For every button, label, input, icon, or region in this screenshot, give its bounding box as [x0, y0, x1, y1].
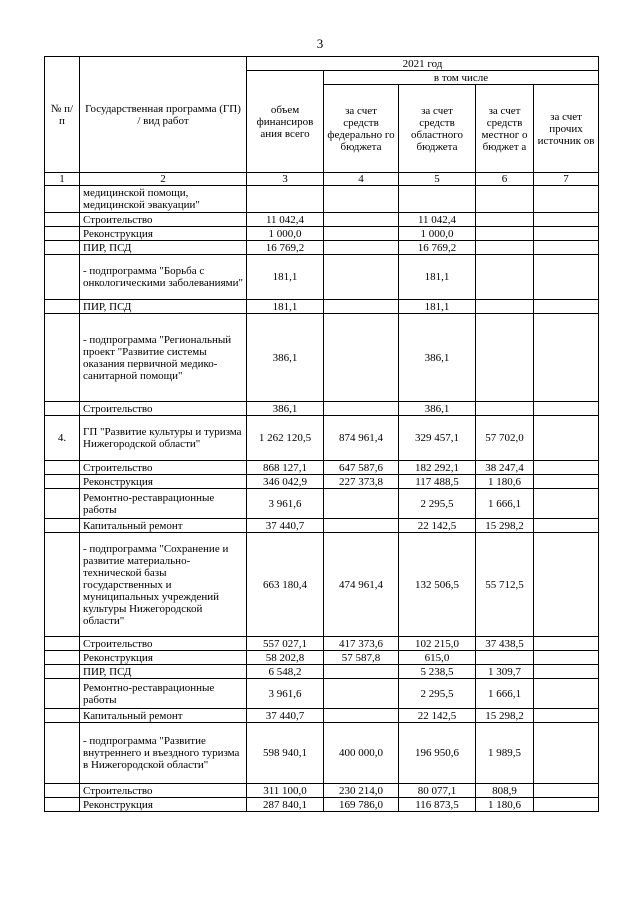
row-total: 16 769,2: [247, 241, 324, 255]
row-federal: [324, 709, 399, 723]
row-total: 868 127,1: [247, 461, 324, 475]
row-number: [45, 461, 80, 475]
row-regional: 386,1: [399, 314, 476, 402]
row-other: [534, 213, 599, 227]
row-name: Ремонтно-реставрационные работы: [80, 489, 247, 519]
row-federal: [324, 665, 399, 679]
table-row: [45, 709, 599, 723]
row-other: [534, 300, 599, 314]
row-total: 386,1: [247, 314, 324, 402]
row-number: [45, 798, 80, 812]
row-number: [45, 314, 80, 402]
row-number: [45, 533, 80, 637]
row-regional: 329 457,1: [399, 416, 476, 461]
table-row: [45, 533, 599, 637]
row-number: [45, 637, 80, 651]
row-name: Реконструкция: [80, 798, 247, 812]
row-total: [247, 186, 324, 213]
row-local: [476, 300, 534, 314]
col-index: 1: [45, 173, 80, 186]
row-local: 57 702,0: [476, 416, 534, 461]
row-regional: 11 042,4: [399, 213, 476, 227]
row-number: [45, 679, 80, 709]
row-regional: 5 238,5: [399, 665, 476, 679]
row-other: [534, 665, 599, 679]
row-total: 181,1: [247, 255, 324, 300]
row-local: 1 180,6: [476, 798, 534, 812]
table-row: [45, 402, 599, 416]
row-name: Реконструкция: [80, 227, 247, 241]
table-row: [45, 475, 599, 489]
row-number: [45, 227, 80, 241]
row-regional: 2 295,5: [399, 489, 476, 519]
row-regional: 22 142,5: [399, 709, 476, 723]
row-federal: [324, 402, 399, 416]
col-index: 7: [534, 173, 599, 186]
row-regional: 182 292,1: [399, 461, 476, 475]
table-row: [45, 489, 599, 519]
row-number: [45, 709, 80, 723]
row-name: Строительство: [80, 637, 247, 651]
row-total: 311 100,0: [247, 784, 324, 798]
header-program: Государственная программа (ГП) / вид работ: [80, 57, 247, 173]
row-federal: 169 786,0: [324, 798, 399, 812]
row-other: [534, 402, 599, 416]
row-federal: 647 587,6: [324, 461, 399, 475]
row-other: [534, 679, 599, 709]
table-row: [45, 651, 599, 665]
row-number: [45, 300, 80, 314]
row-local: 808,9: [476, 784, 534, 798]
row-name: Строительство: [80, 402, 247, 416]
row-total: 11 042,4: [247, 213, 324, 227]
row-number: [45, 784, 80, 798]
row-number: [45, 651, 80, 665]
row-federal: [324, 255, 399, 300]
row-regional: 80 077,1: [399, 784, 476, 798]
table-row: [45, 213, 599, 227]
row-regional: 2 295,5: [399, 679, 476, 709]
row-other: [534, 519, 599, 533]
row-other: [534, 241, 599, 255]
row-name: - подпрограмма "Борьба с онкологическими заболеваниями": [80, 255, 247, 300]
row-total: 3 961,6: [247, 679, 324, 709]
row-regional: 116 873,5: [399, 798, 476, 812]
row-name: медицинской помощи, медицинской эвакуации": [80, 186, 247, 213]
row-other: [534, 227, 599, 241]
row-name: Строительство: [80, 213, 247, 227]
table-row: [45, 519, 599, 533]
row-regional: 386,1: [399, 402, 476, 416]
row-other: [534, 489, 599, 519]
row-other: [534, 186, 599, 213]
header-total: объем финансиров ания всего: [247, 71, 324, 173]
row-local: 37 438,5: [476, 637, 534, 651]
row-local: [476, 213, 534, 227]
row-federal: [324, 519, 399, 533]
row-local: [476, 241, 534, 255]
row-other: [534, 798, 599, 812]
row-other: [534, 784, 599, 798]
row-other: [534, 637, 599, 651]
header-federal: за счет средств федерально го бюджета: [324, 85, 399, 173]
row-regional: 22 142,5: [399, 519, 476, 533]
row-regional: 615,0: [399, 651, 476, 665]
row-name: ПИР, ПСД: [80, 300, 247, 314]
row-federal: [324, 679, 399, 709]
row-number: [45, 255, 80, 300]
row-federal: [324, 186, 399, 213]
row-other: [534, 314, 599, 402]
row-local: [476, 227, 534, 241]
row-name: ГП "Развитие культуры и туризма Нижегородской области": [80, 416, 247, 461]
row-total: 6 548,2: [247, 665, 324, 679]
col-index: 6: [476, 173, 534, 186]
row-number: [45, 186, 80, 213]
row-local: 38 247,4: [476, 461, 534, 475]
row-name: - подпрограмма "Сохранение и развитие материально-технической базы государственных и муниципальных учреждений культуры Нижегородской области": [80, 533, 247, 637]
header-regional: за счет средств областного бюджета: [399, 85, 476, 173]
row-number: [45, 723, 80, 784]
row-name: Ремонтно-реставрационные работы: [80, 679, 247, 709]
row-name: Реконструкция: [80, 475, 247, 489]
row-regional: 132 506,5: [399, 533, 476, 637]
row-regional: [399, 186, 476, 213]
row-local: 1 666,1: [476, 679, 534, 709]
table-row: [45, 461, 599, 475]
row-number: [45, 475, 80, 489]
row-federal: [324, 300, 399, 314]
row-federal: 400 000,0: [324, 723, 399, 784]
row-other: [534, 461, 599, 475]
table-row: [45, 637, 599, 651]
table-row: [45, 300, 599, 314]
column-index-row: [45, 173, 599, 186]
row-local: [476, 255, 534, 300]
row-name: - подпрограмма "Развитие внутреннего и въездного туризма в Нижегородской области": [80, 723, 247, 784]
row-local: 55 712,5: [476, 533, 534, 637]
row-name: - подпрограмма "Региональный проект "Развитие системы оказания первичной медико-санитарной помощи": [80, 314, 247, 402]
table-row: [45, 723, 599, 784]
row-other: [534, 651, 599, 665]
header-including: в том числе: [324, 71, 599, 85]
row-local: [476, 314, 534, 402]
row-total: 3 961,6: [247, 489, 324, 519]
page-number: 3: [316, 36, 324, 51]
row-regional: 117 488,5: [399, 475, 476, 489]
row-number: [45, 489, 80, 519]
row-total: 287 840,1: [247, 798, 324, 812]
table-row: [45, 241, 599, 255]
header-local: за счет средств местног о бюджет а: [476, 85, 534, 173]
row-total: 58 202,8: [247, 651, 324, 665]
row-total: 37 440,7: [247, 709, 324, 723]
row-local: [476, 186, 534, 213]
row-total: 598 940,1: [247, 723, 324, 784]
row-other: [534, 416, 599, 461]
row-regional: 181,1: [399, 300, 476, 314]
row-local: 1 666,1: [476, 489, 534, 519]
row-number: [45, 519, 80, 533]
row-total: 663 180,4: [247, 533, 324, 637]
row-total: 181,1: [247, 300, 324, 314]
row-federal: [324, 314, 399, 402]
row-total: 1 262 120,5: [247, 416, 324, 461]
row-local: 15 298,2: [476, 709, 534, 723]
row-local: [476, 402, 534, 416]
row-local: 15 298,2: [476, 519, 534, 533]
row-name: Капитальный ремонт: [80, 709, 247, 723]
col-index: 2: [80, 173, 247, 186]
table-row: [45, 186, 599, 213]
row-federal: 874 961,4: [324, 416, 399, 461]
row-name: Капитальный ремонт: [80, 519, 247, 533]
row-federal: [324, 227, 399, 241]
row-number: [45, 665, 80, 679]
row-number: 4.: [45, 416, 80, 461]
table-row: [45, 314, 599, 402]
header-other: за счет прочих источник ов: [534, 85, 599, 173]
table-row: [45, 416, 599, 461]
row-federal: 57 587,8: [324, 651, 399, 665]
row-other: [534, 255, 599, 300]
row-regional: 181,1: [399, 255, 476, 300]
table-row: [45, 784, 599, 798]
row-total: 37 440,7: [247, 519, 324, 533]
row-name: Строительство: [80, 461, 247, 475]
row-name: Реконструкция: [80, 651, 247, 665]
row-regional: 102 215,0: [399, 637, 476, 651]
row-federal: 417 373,6: [324, 637, 399, 651]
table-row: [45, 679, 599, 709]
row-federal: [324, 213, 399, 227]
row-name: Строительство: [80, 784, 247, 798]
table-row: [45, 227, 599, 241]
row-number: [45, 241, 80, 255]
budget-table: [44, 56, 599, 812]
row-federal: 230 214,0: [324, 784, 399, 798]
row-federal: 474 961,4: [324, 533, 399, 637]
row-federal: [324, 241, 399, 255]
header-num: № п/п: [45, 57, 80, 173]
row-other: [534, 709, 599, 723]
row-other: [534, 475, 599, 489]
table-row: [45, 798, 599, 812]
col-index: 4: [324, 173, 399, 186]
row-name: ПИР, ПСД: [80, 665, 247, 679]
row-local: 1 180,6: [476, 475, 534, 489]
row-local: [476, 651, 534, 665]
row-regional: 16 769,2: [399, 241, 476, 255]
row-name: ПИР, ПСД: [80, 241, 247, 255]
row-local: 1 989,5: [476, 723, 534, 784]
row-total: 346 042,9: [247, 475, 324, 489]
row-number: [45, 402, 80, 416]
col-index: 3: [247, 173, 324, 186]
row-total: 386,1: [247, 402, 324, 416]
col-index: 5: [399, 173, 476, 186]
row-regional: 1 000,0: [399, 227, 476, 241]
row-federal: [324, 489, 399, 519]
table-row: [45, 255, 599, 300]
header-year: 2021 год: [247, 57, 599, 71]
row-other: [534, 533, 599, 637]
row-regional: 196 950,6: [399, 723, 476, 784]
row-number: [45, 213, 80, 227]
row-local: 1 309,7: [476, 665, 534, 679]
table-row: [45, 665, 599, 679]
row-federal: 227 373,8: [324, 475, 399, 489]
row-total: 1 000,0: [247, 227, 324, 241]
row-other: [534, 723, 599, 784]
row-total: 557 027,1: [247, 637, 324, 651]
